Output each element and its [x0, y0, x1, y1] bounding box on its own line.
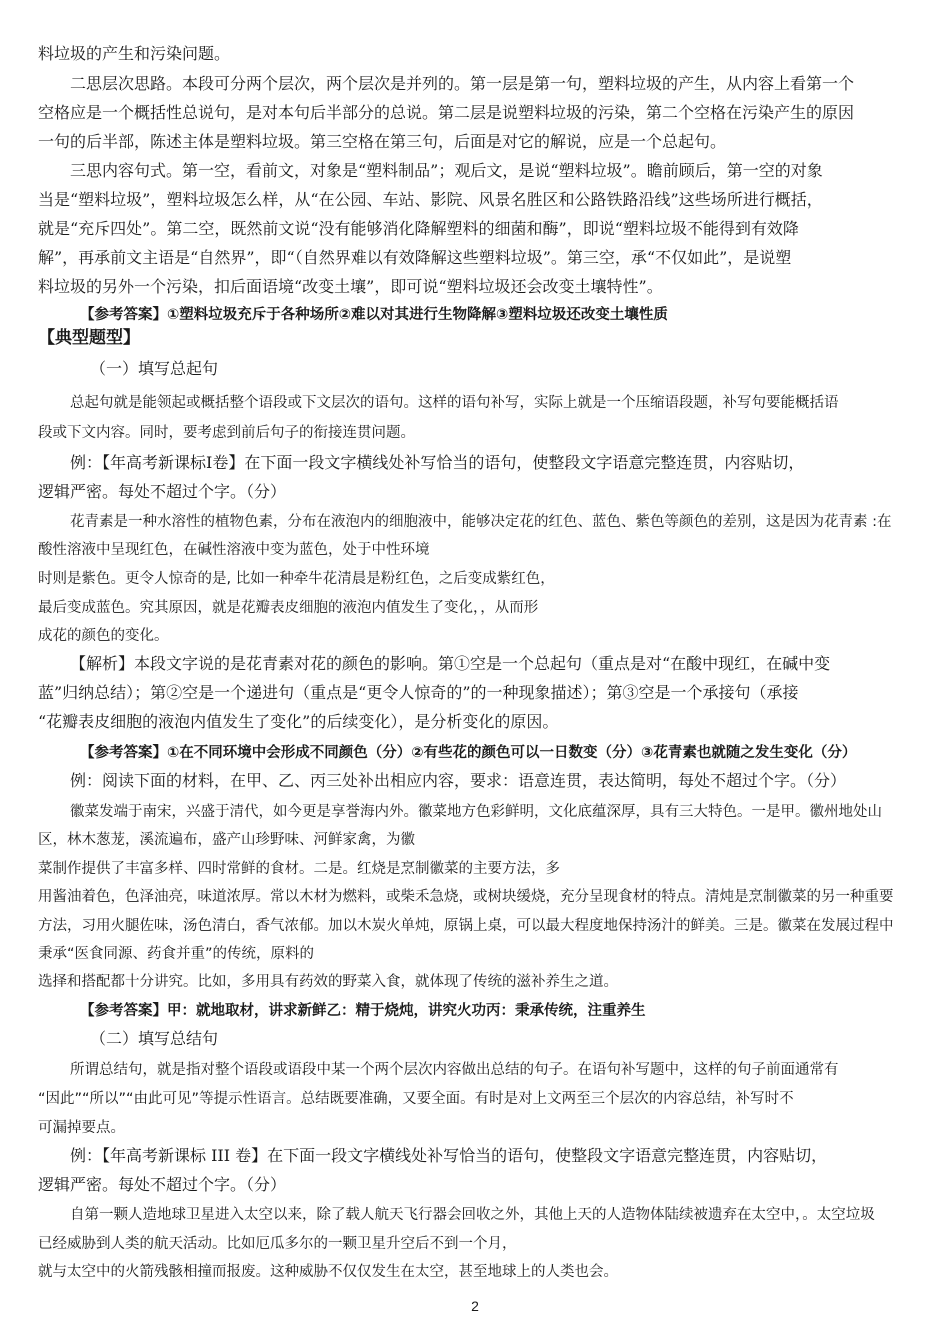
subsection-heading: （二）填写总结句 — [90, 1029, 219, 1048]
text-line: 段或下文内容。同时，要考虑到前后句子的衔接连贯问题。 — [38, 425, 415, 441]
text-line: 解”，再承前文主语是“自然界”，即“（自然界难以有效降解这些塑料垃圾”。第三空，承“不仅如此”，是说塑 — [38, 248, 792, 267]
text-line: 空格应是一个概括性总说句，是对本句后半部分的总说。第二层是说塑料垃圾的污染，第二个空格在污染产生的原因 — [38, 103, 855, 122]
answer-line: 【参考答案】甲：就地取材，讲求新鲜乙：精于烧炖，讲究火功丙：秉承传统，注重养生 — [80, 1003, 646, 1019]
text-line: 用酱油着色，色泽油亮，味道浓厚。常以木材为燃料，或柴禾急烧，或树块缓烧，充分呈现食材的特点。清炖是烹制徽菜的另一种重要 — [38, 889, 894, 905]
section-heading: 【典型题型】 — [38, 328, 140, 348]
text-line: 自第一颗人造地球卫星进入太空以来，除了载人航天飞行器会回收之外，其他上天的人造物体陆续被遗弃在太空中，。太空垃圾 — [70, 1207, 875, 1223]
answer-line: 【参考答案】①塑料垃圾充斥于各种场所②难以对其进行生物降解③塑料垃圾还改变土壤性质 — [80, 307, 668, 323]
answer-line: 【参考答案】①在不同环境中会形成不同颜色（分）②有些花的颜色可以一日数变（分）③花青素也就随之发生变化（分） — [80, 745, 857, 761]
text-line: 成花的颜色的变化。 — [38, 628, 169, 644]
text-line: 区，林木葱茏，溪流遍布，盛产山珍野味、河鲜家禽，为徽 — [38, 832, 415, 848]
text-line: 例：阅读下面的材料，在甲、乙、丙三处补出相应内容，要求：语意连贯，表达简明，每处不超过个字。（分） — [70, 771, 847, 790]
text-line: 【解析】本段文字说的是花青素对花的颜色的影响。第①空是一个总起句（重点是对“在酸中现红，在碱中变 — [70, 654, 831, 673]
text-line: 当是“塑料垃圾”，塑料垃圾怎么样，从“在公园、车站、影院、风景名胜区和公路铁路沿线”这些场所进行概括， — [38, 190, 823, 209]
text-line: 例：【年高考新课标Ⅰ卷】在下面一段文字横线处补写恰当的语句，使整段文字语意完整连贯，内容贴切， — [70, 453, 805, 472]
text-line: 料垃圾的产生和污染问题。 — [38, 44, 231, 63]
page-number: 2 — [471, 1298, 479, 1314]
text-line: 二思层次思路。本段可分两个层次，两个层次是并列的。第一层是第一句，塑料垃圾的产生，从内容上看第一个 — [70, 74, 855, 93]
text-line: 总起句就是能领起或概括整个语段或下文层次的语句。这样的语句补写，实际上就是一个压缩语段题，补写句要能概括语 — [70, 395, 839, 411]
text-line: 例：【年高考新课标 III 卷】在下面一段文字横线处补写恰当的语句，使整段文字语意完整连贯，内容贴切， — [70, 1146, 828, 1165]
text-line: 菜制作提供了丰富多样、四时常鲜的食材。二是。红烧是烹制徽菜的主要方法，多 — [38, 861, 560, 877]
text-line: “因此”“所以”“由此可见”等提示性语言。总结既要准确，又要全面。有时是对上文两至三个层次的内容总结，补写时不 — [38, 1091, 794, 1107]
text-line: 一句的后半部，陈述主体是塑料垃圾。第三空格在第三句，后面是对它的解说，应是一个总起句。 — [38, 132, 727, 151]
text-line: 蓝”归纳总结）；第②空是一个递进句（重点是“更令人惊奇的”的一种现象描述）；第③空是一个承接句（承接 — [38, 683, 799, 702]
subsection-heading: （一）填写总起句 — [90, 359, 219, 378]
text-line: 时则是紫色。更令人惊奇的是, 比如一种牵牛花清晨是粉红色，之后变成紫红色， — [38, 571, 555, 587]
text-line: 花青素是一种水溶性的植物色素，分布在液泡内的细胞液中，能够决定花的红色、蓝色、紫色等颜色的差别，这是因为花青素 :在 — [70, 514, 892, 530]
text-line: 三思内容句式。第一空，看前文，对象是“塑料制品”；观后文，是说“塑料垃圾”。瞻前顾后，第一空的对象 — [70, 161, 823, 180]
text-line: 方法，习用火腿佐味，汤色清白，香气浓郁。加以木炭火单炖，原锅上桌，可以最大程度地保持汤汁的鲜美。三是。徽菜在发展过程中 — [38, 918, 894, 934]
text-line: 已经威胁到人类的航天活动。比如厄瓜多尔的一颗卫星升空后不到一个月， — [38, 1236, 517, 1252]
text-line: 徽菜发端于南宋，兴盛于清代，如今更是享誉海内外。徽菜地方色彩鲜明，文化底蕴深厚，具有三大特色。一是甲。徽州地处山 — [70, 804, 882, 820]
text-line: 秉承“医食同源、药食并重”的传统，原料的 — [38, 946, 315, 962]
text-line: “花瓣表皮细胞的液泡内值发生了变化”的后续变化），是分析变化的原因。 — [38, 712, 559, 731]
text-line: 酸性溶液中呈现红色，在碱性溶液中变为蓝色，处于中性环境 — [38, 542, 430, 558]
text-line: 逻辑严密。每处不超过个字。（分） — [38, 1175, 287, 1194]
text-line: 就是“充斥四处”。第二空，既然前文说“没有能够消化降解塑料的细菌和酶”，即说“塑料垃圾不能得到有效降 — [38, 219, 799, 238]
text-line: 料垃圾的另外一个污染，扣后面语境“改变土壤”，即可说“塑料垃圾还会改变土壤特性”。 — [38, 277, 663, 296]
text-line: 所谓总结句，就是指对整个语段或语段中某一个两个层次内容做出总结的句子。在语句补写题中，这样的句子前面通常有 — [70, 1062, 839, 1078]
text-line: 逻辑严密。每处不超过个字。（分） — [38, 482, 287, 501]
text-line: 选择和搭配都十分讲究。比如，多用具有药效的野菜入食，就体现了传统的滋补养生之道。 — [38, 974, 618, 990]
text-line: 最后变成蓝色。究其原因，就是花瓣表皮细胞的液泡内值发生了变化，，从而形 — [38, 600, 539, 616]
text-line: 可漏掉要点。 — [38, 1120, 125, 1136]
text-line: 就与太空中的火箭残骸相撞而报废。这种威胁不仅仅发生在太空，甚至地球上的人类也会。 — [38, 1264, 618, 1280]
